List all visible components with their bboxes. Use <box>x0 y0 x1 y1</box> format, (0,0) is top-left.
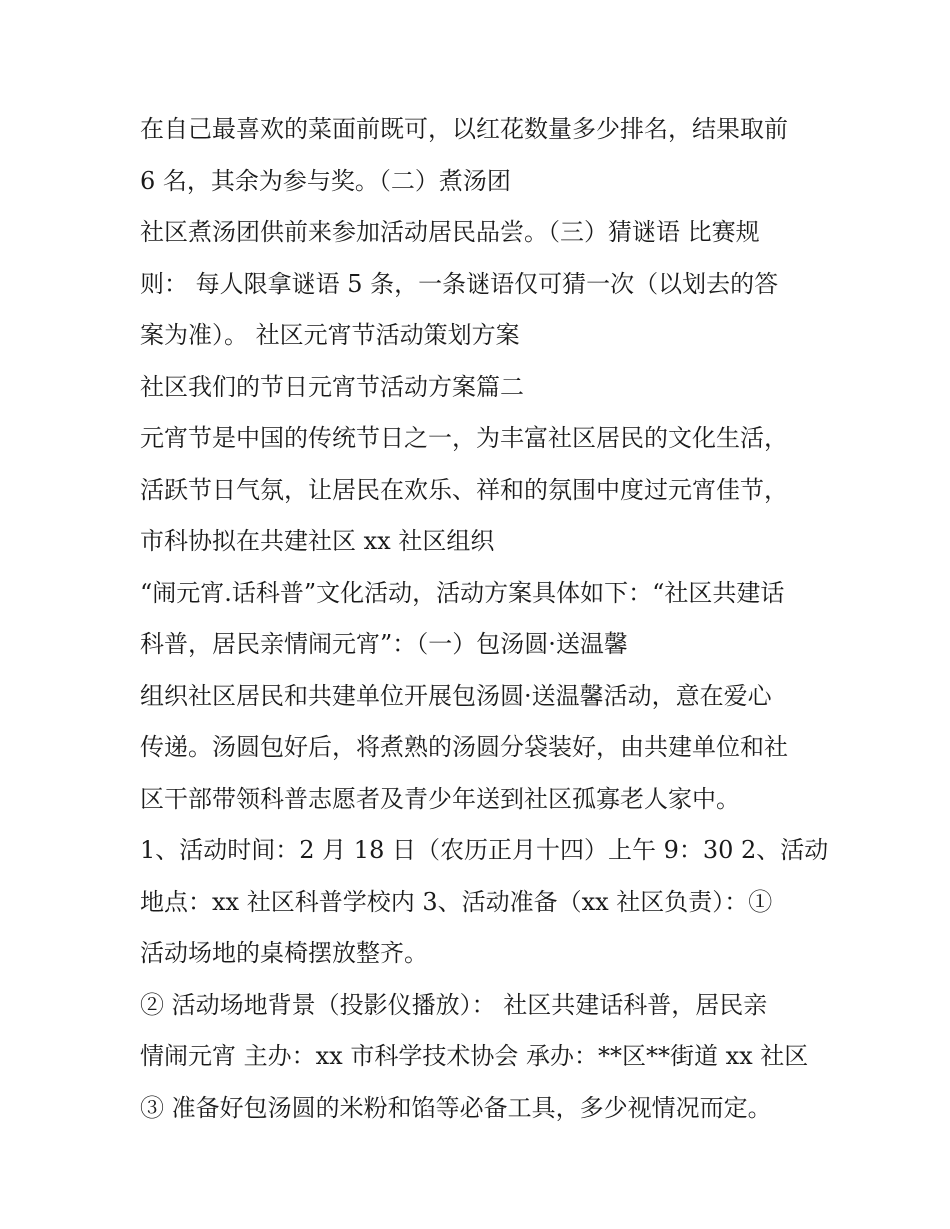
text-line: 组织社区居民和共建单位开展包汤圆·送温馨活动，意在爱心 <box>140 681 772 710</box>
text-line: 活动场地的桌椅摆放整齐。 <box>140 939 428 967</box>
section-heading: 社区我们的节日元宵节活动方案篇二 <box>140 372 524 401</box>
text-line: “闹元宵.话科普”文化活动，活动方案具体如下：“社区共建话 <box>140 578 785 607</box>
text-line: 元宵节是中国的传统节日之一，为丰富社区居民的文化生活， <box>140 424 788 452</box>
text-line: 活跃节日气氛，让居民在欢乐、祥和的氛围中度过元宵佳节， <box>140 475 788 504</box>
text-line: ③ 准备好包汤圆的米粉和馅等必备工具，多少视情况而定。 <box>140 1093 772 1122</box>
text-line: 6 名，其余为参与奖。（二）煮汤团 <box>140 166 511 195</box>
text-line: 情闹元宵 主办：xx 市科学技术协会 承办：**区**街道 xx 社区 <box>140 1042 809 1070</box>
text-line: 科普，居民亲情闹元宵”：（一）包汤圆·送温馨 <box>140 630 628 658</box>
text-line: 1、活动时间：2 月 18 日（农历正月十四）上午 9：30 2、活动 <box>140 836 829 864</box>
text-line: 则： 每人限拿谜语 5 条，一条谜语仅可猜一次（以划去的答 <box>140 269 779 298</box>
text-line: 传递。汤圆包好后，将煮熟的汤圆分袋装好，由共建单位和社 <box>140 733 788 761</box>
text-line: 社区煮汤团供前来参加活动居民品尝。（三）猜谜语 比赛规 <box>140 218 760 246</box>
text-line: 案为准）。 社区元宵节活动策划方案 <box>140 321 520 349</box>
text-line: 市科协拟在共建社区 xx 社区组织 <box>140 527 495 555</box>
text-line: 在自己最喜欢的菜面前既可，以红花数量多少排名，结果取前 <box>140 115 788 143</box>
text-line: 区干部带领科普志愿者及青少年送到社区孤寡老人家中。 <box>140 784 740 813</box>
text-line: 地点：xx 社区科普学校内 3、活动准备（xx 社区负责）：① <box>140 887 773 916</box>
text-line: ② 活动场地背景（投影仪播放）： 社区共建话科普，居民亲 <box>140 990 768 1019</box>
document-body <box>140 104 830 1134</box>
